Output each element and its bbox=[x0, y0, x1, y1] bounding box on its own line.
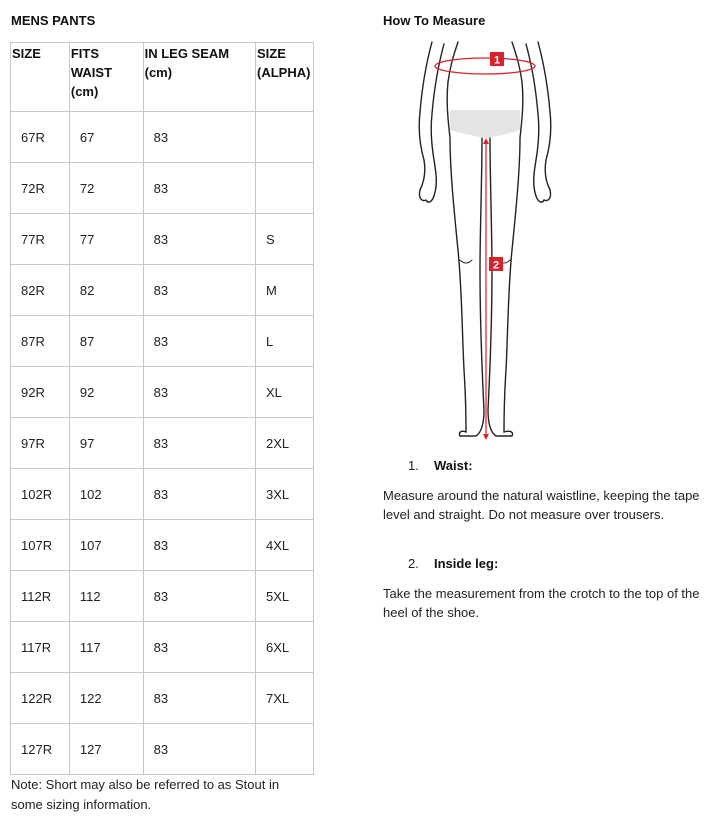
header-fits-line2: WAIST bbox=[70, 65, 113, 80]
inleg-cell: 83 bbox=[143, 418, 255, 469]
table-row bbox=[11, 418, 314, 469]
step-inside-leg-text: Take the measurement from the crotch to the top of the heel of the shoe. bbox=[383, 586, 700, 620]
table-row bbox=[11, 112, 314, 163]
inleg-cell: 83 bbox=[143, 316, 255, 367]
alpha-cell: 2XL bbox=[256, 418, 314, 469]
alpha-cell bbox=[256, 724, 314, 775]
size-cell: 97R bbox=[11, 418, 70, 469]
waist-cell: 77 bbox=[69, 214, 143, 265]
table-row bbox=[11, 265, 314, 316]
inleg-cell: 83 bbox=[143, 673, 255, 724]
waist-marker-label: 1 bbox=[493, 54, 501, 67]
alpha-cell: S bbox=[256, 214, 314, 265]
header-inleg-line2: (cm) bbox=[144, 65, 173, 80]
size-cell: 102R bbox=[11, 469, 70, 520]
alpha-cell: XL bbox=[256, 367, 314, 418]
waist-cell: 127 bbox=[69, 724, 143, 775]
size-cell: 82R bbox=[11, 265, 70, 316]
header-inleg-line1: IN LEG SEAM bbox=[144, 46, 230, 61]
inleg-cell: 83 bbox=[143, 469, 255, 520]
underwear-shading bbox=[450, 110, 520, 138]
waist-measure-line bbox=[435, 58, 535, 74]
alpha-cell: 7XL bbox=[256, 673, 314, 724]
body-measurement-figure bbox=[400, 40, 570, 445]
table-header-row bbox=[11, 43, 314, 112]
header-size bbox=[11, 43, 70, 112]
waist-cell: 82 bbox=[69, 265, 143, 316]
step-inside-leg-heading bbox=[408, 556, 498, 571]
step-waist-label: Waist: bbox=[434, 458, 473, 473]
header-fits-waist bbox=[69, 43, 143, 112]
table-row bbox=[11, 316, 314, 367]
alpha-cell: M bbox=[256, 265, 314, 316]
header-fits-line1: FITS bbox=[70, 46, 100, 61]
size-cell: 117R bbox=[11, 622, 70, 673]
inside-leg-arrow-top bbox=[483, 138, 489, 144]
waist-cell: 107 bbox=[69, 520, 143, 571]
table-row bbox=[11, 622, 314, 673]
alpha-cell: 5XL bbox=[256, 571, 314, 622]
table-row bbox=[11, 571, 314, 622]
size-cell: 67R bbox=[11, 112, 70, 163]
inleg-cell: 83 bbox=[143, 520, 255, 571]
table-row bbox=[11, 367, 314, 418]
header-alpha-line2: (ALPHA) bbox=[257, 65, 311, 80]
inleg-cell: 83 bbox=[143, 112, 255, 163]
waist-cell: 97 bbox=[69, 418, 143, 469]
waist-cell: 67 bbox=[69, 112, 143, 163]
waist-cell: 102 bbox=[69, 469, 143, 520]
waist-cell: 122 bbox=[69, 673, 143, 724]
waist-cell: 72 bbox=[69, 163, 143, 214]
header-inleg-seam bbox=[143, 43, 255, 112]
table-row bbox=[11, 163, 314, 214]
how-to-measure-title: How To Measure bbox=[383, 13, 486, 28]
waist-cell: 112 bbox=[69, 571, 143, 622]
step-waist-number: 1. bbox=[408, 458, 419, 473]
header-fits-line3: (cm) bbox=[70, 84, 99, 99]
alpha-cell: L bbox=[256, 316, 314, 367]
table-row bbox=[11, 214, 314, 265]
header-size-label: SIZE bbox=[12, 46, 41, 61]
alpha-cell bbox=[256, 112, 314, 163]
size-cell: 127R bbox=[11, 724, 70, 775]
inside-leg-arrow-bottom bbox=[483, 434, 489, 440]
inleg-cell: 83 bbox=[143, 571, 255, 622]
body-outline bbox=[419, 42, 551, 436]
inleg-cell: 83 bbox=[143, 622, 255, 673]
size-chart-title: MENS PANTS bbox=[11, 13, 96, 28]
step-inside-leg-label: Inside leg: bbox=[434, 556, 499, 571]
inleg-cell: 83 bbox=[143, 265, 255, 316]
inleg-cell: 83 bbox=[143, 367, 255, 418]
waist-cell: 92 bbox=[69, 367, 143, 418]
inleg-cell: 83 bbox=[143, 214, 255, 265]
size-cell: 112R bbox=[11, 571, 70, 622]
size-cell: 77R bbox=[11, 214, 70, 265]
table-row bbox=[11, 724, 314, 775]
alpha-cell bbox=[256, 163, 314, 214]
size-cell: 107R bbox=[11, 520, 70, 571]
waist-cell: 117 bbox=[69, 622, 143, 673]
inleg-cell: 83 bbox=[143, 724, 255, 775]
size-cell: 92R bbox=[11, 367, 70, 418]
step-waist-heading bbox=[408, 458, 473, 473]
inleg-cell: 83 bbox=[143, 163, 255, 214]
header-alpha-line1: SIZE bbox=[257, 46, 286, 61]
step-inside-leg-number: 2. bbox=[408, 556, 419, 571]
sizing-note: Note: Short may also be referred to as Stout in some sizing information. bbox=[11, 777, 280, 812]
header-size-alpha bbox=[256, 43, 314, 112]
size-cell: 72R bbox=[11, 163, 70, 214]
alpha-cell: 3XL bbox=[256, 469, 314, 520]
table-row bbox=[11, 520, 314, 571]
waist-cell: 87 bbox=[69, 316, 143, 367]
table-row bbox=[11, 469, 314, 520]
step-waist-text: Measure around the natural waistline, keeping the tape level and straight. Do not measure over trousers. bbox=[383, 488, 700, 522]
table-row bbox=[11, 673, 314, 724]
alpha-cell: 6XL bbox=[256, 622, 314, 673]
inside-leg-marker-label: 2 bbox=[492, 259, 500, 272]
size-cell: 87R bbox=[11, 316, 70, 367]
alpha-cell: 4XL bbox=[256, 520, 314, 571]
size-cell: 122R bbox=[11, 673, 70, 724]
size-table bbox=[10, 42, 314, 775]
